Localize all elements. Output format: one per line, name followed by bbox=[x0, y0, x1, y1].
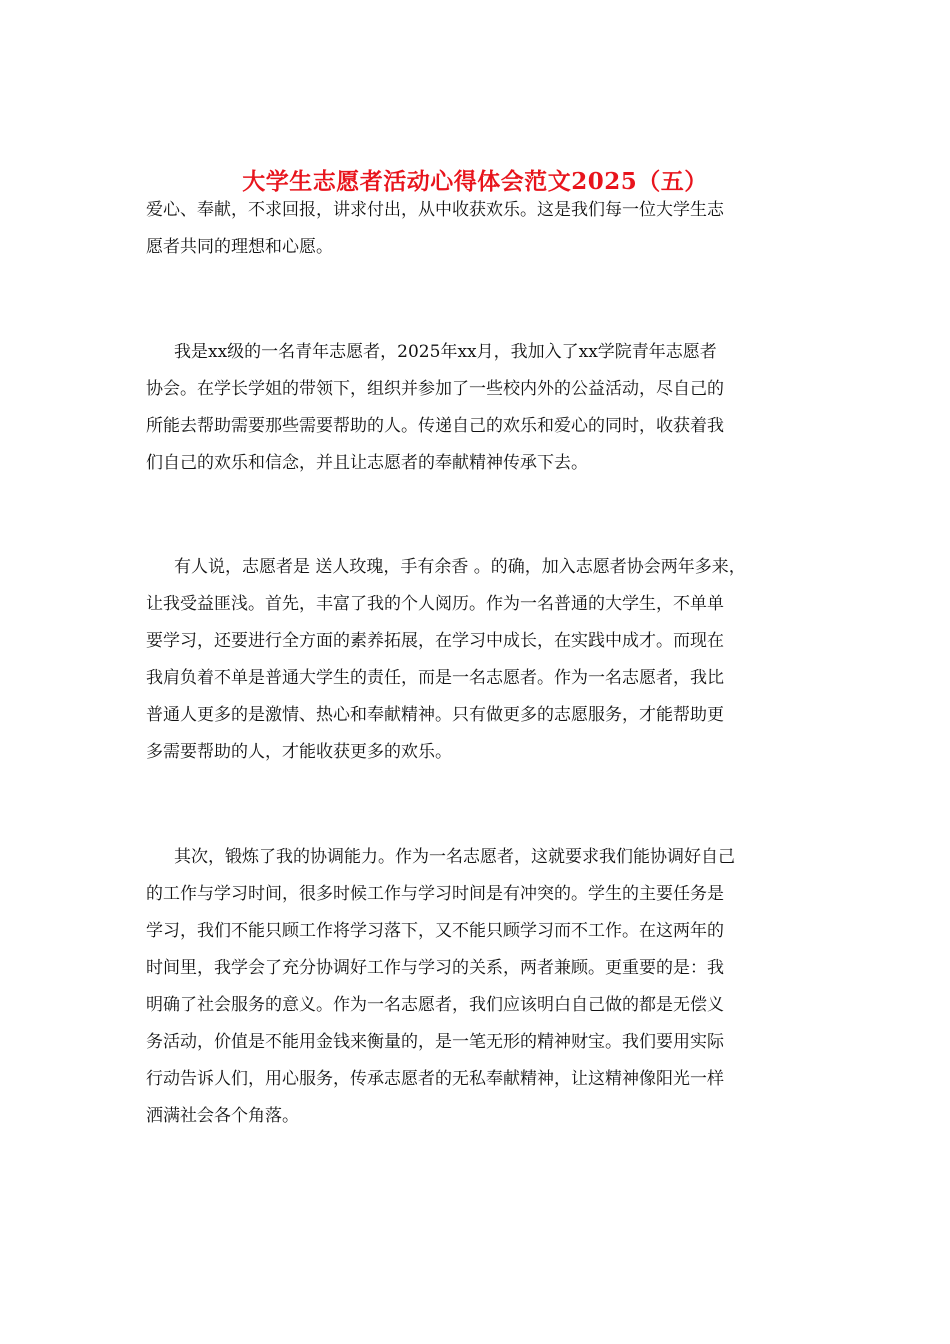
paragraph-2 bbox=[146, 334, 806, 482]
document-title: 大学生志愿者活动心得体会范文2025（五） bbox=[242, 168, 708, 196]
paragraph-line: 多需要帮助的人，才能收获更多的欢乐。 bbox=[146, 742, 452, 762]
paragraph-line: 让我受益匪浅。首先，丰富了我的个人阅历。作为一名普通的大学生，不单单 bbox=[146, 594, 724, 614]
paragraph-line: 爱心、奉献，不求回报，讲求付出，从中收获欢乐。这是我们每一位大学生志 bbox=[146, 200, 724, 220]
paragraph-1 bbox=[146, 192, 806, 266]
paragraph-line: 普通人更多的是激情、热心和奉献精神。只有做更多的志愿服务，才能帮助更 bbox=[146, 705, 724, 725]
paragraph-line: 要学习，还要进行全方面的素养拓展，在学习中成长，在实践中成才。而现在 bbox=[146, 631, 724, 651]
paragraph-line: 明确了社会服务的意义。作为一名志愿者，我们应该明白自己做的都是无偿义 bbox=[146, 995, 724, 1015]
paragraph-line: 我是xx级的一名青年志愿者，2025年xx月，我加入了xx学院青年志愿者 bbox=[174, 342, 717, 362]
paragraph-line: 愿者共同的理想和心愿。 bbox=[146, 237, 333, 257]
paragraph-line: 洒满社会各个角落。 bbox=[146, 1106, 299, 1126]
paragraph-line: 行动告诉人们，用心服务，传承志愿者的无私奉献精神，让这精神像阳光一样 bbox=[146, 1069, 724, 1089]
paragraph-4 bbox=[146, 839, 806, 1135]
paragraph-line: 所能去帮助需要那些需要帮助的人。传递自己的欢乐和爱心的同时，收获着我 bbox=[146, 416, 724, 436]
paragraph-line: 时间里，我学会了充分协调好工作与学习的关系，两者兼顾。更重要的是：我 bbox=[146, 958, 724, 978]
paragraph-line: 协会。在学长学姐的带领下，组织并参加了一些校内外的公益活动，尽自己的 bbox=[146, 379, 724, 399]
paragraph-line: 务活动，价值是不能用金钱来衡量的，是一笔无形的精神财宝。我们要用实际 bbox=[146, 1032, 724, 1052]
paragraph-line: 们自己的欢乐和信念，并且让志愿者的奉献精神传承下去。 bbox=[146, 453, 588, 473]
paragraph-line: 我肩负着不单是普通大学生的责任，而是一名志愿者。作为一名志愿者，我比 bbox=[146, 668, 724, 688]
paragraph-line: 学习，我们不能只顾工作将学习落下，又不能只顾学习而不工作。在这两年的 bbox=[146, 921, 724, 941]
paragraph-line: 的工作与学习时间，很多时候工作与学习时间是有冲突的。学生的主要任务是 bbox=[146, 884, 724, 904]
paragraph-line: 其次，锻炼了我的协调能力。作为一名志愿者，这就要求我们能协调好自己 bbox=[174, 847, 735, 867]
paragraph-3 bbox=[146, 549, 806, 771]
paragraph-line: 有人说，志愿者是 送人玫瑰，手有余香 。的确，加入志愿者协会两年多来， bbox=[174, 557, 746, 577]
